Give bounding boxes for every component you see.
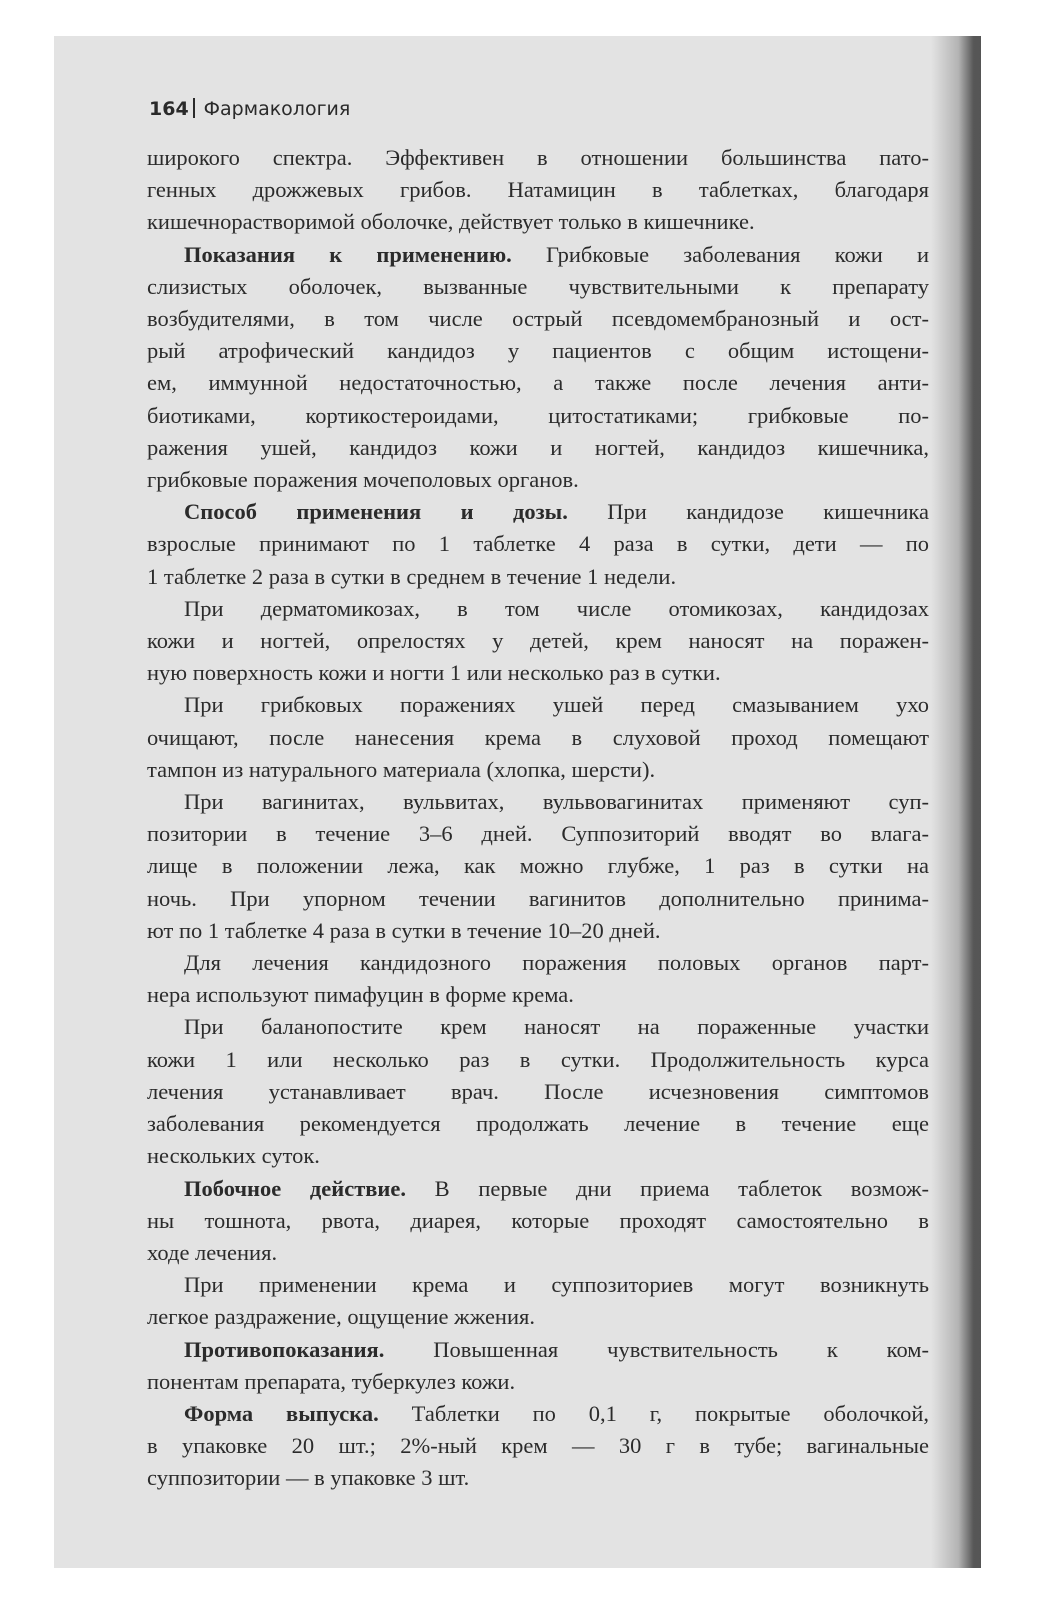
line-text: суппозитории — в упаковке 3 шт. bbox=[147, 1465, 470, 1491]
text-line bbox=[147, 1430, 929, 1462]
section-title: Фармакология bbox=[203, 98, 351, 120]
text-line bbox=[147, 400, 929, 432]
line-text: В первые дни приема таблеток возмож- bbox=[406, 1175, 930, 1201]
binding-shadow bbox=[931, 36, 981, 1568]
text-line bbox=[147, 271, 929, 303]
line-text: Повышенная чувствительность к ком- bbox=[384, 1336, 929, 1362]
text-line bbox=[147, 1108, 929, 1140]
text-line bbox=[147, 464, 929, 496]
line-text: слизистых оболочек, вызванные чувствительными к препарату bbox=[147, 273, 929, 299]
text-line bbox=[147, 1301, 929, 1333]
text-line bbox=[147, 786, 929, 818]
text-line bbox=[147, 947, 929, 979]
section-heading: Способ применения и дозы. bbox=[184, 499, 568, 525]
page-number: 164 bbox=[149, 98, 189, 120]
text-line bbox=[147, 1269, 929, 1301]
text-line bbox=[147, 1398, 929, 1430]
line-text: легкое раздражение, ощущение жжения. bbox=[147, 1304, 535, 1330]
text-line bbox=[147, 883, 929, 915]
text-line bbox=[147, 496, 929, 528]
line-text: тампон из натурального материала (хлопка, шерсти). bbox=[147, 756, 656, 782]
text-line bbox=[147, 142, 929, 174]
line-text: При грибковых поражениях ушей перед смазыванием ухо bbox=[184, 692, 929, 718]
text-line bbox=[147, 174, 929, 206]
text-line bbox=[147, 915, 929, 947]
text-line bbox=[147, 1076, 929, 1108]
text-line bbox=[147, 1237, 929, 1269]
line-text: При вагинитах, вульвитах, вульвовагинитах применяют суп- bbox=[184, 789, 929, 815]
text-line bbox=[147, 1044, 929, 1076]
section-heading: Побочное действие. bbox=[184, 1175, 407, 1201]
line-text: позитории в течение 3–6 дней. Суппозиторий вводят во влага- bbox=[147, 821, 929, 847]
line-text: При кандидозе кишечника bbox=[567, 499, 929, 525]
text-line bbox=[147, 1366, 929, 1398]
text-line bbox=[147, 625, 929, 657]
text-line bbox=[147, 689, 929, 721]
line-text: лище в положении лежа, как можно глубже, 1 раз в сутки на bbox=[147, 853, 929, 879]
text-line bbox=[147, 979, 929, 1011]
line-text: Грибковые заболевания кожи и bbox=[511, 241, 929, 267]
line-text: широкого спектра. Эффективен в отношении большинства пато- bbox=[147, 145, 929, 170]
line-text: лечения устанавливает врач. После исчезновения симптомов bbox=[147, 1078, 929, 1104]
text-line bbox=[147, 1140, 929, 1172]
line-text: ную поверхность кожи и ногти 1 или несколько раз в сутки. bbox=[147, 660, 721, 686]
text-line bbox=[147, 754, 929, 786]
text-line bbox=[147, 593, 929, 625]
text-line bbox=[147, 1011, 929, 1043]
line-text: кожи и ногтей, опрелостях у детей, крем наносят на поражен- bbox=[147, 628, 929, 654]
text-line bbox=[147, 818, 929, 850]
line-text: взрослые принимают по 1 таблетке 4 раза в сутки, дети — по bbox=[147, 531, 929, 557]
line-text: возбудителями, в том числе острый псевдомембранозный и ост- bbox=[147, 306, 929, 332]
line-text: кишечнорастворимой оболочке, действует только в кишечнике. bbox=[147, 209, 755, 235]
line-text: в упаковке 20 шт.; 2%-ный крем — 30 г в тубе; вагинальные bbox=[147, 1433, 929, 1459]
section-heading: Противопоказания. bbox=[184, 1336, 385, 1362]
text-line bbox=[147, 1173, 929, 1205]
text-line bbox=[147, 303, 929, 335]
text-line bbox=[147, 239, 929, 271]
line-text: понентам препарата, туберкулез кожи. bbox=[147, 1368, 516, 1394]
text-line bbox=[147, 335, 929, 367]
text-line bbox=[147, 367, 929, 399]
line-text: Таблетки по 0,1 г, покрытые оболочкой, bbox=[378, 1400, 929, 1426]
section-heading: Форма выпуска. bbox=[184, 1400, 379, 1426]
line-text: рый атрофический кандидоз у пациентов с общим истощени- bbox=[147, 338, 929, 364]
line-text: ны тошнота, рвота, диарея, которые проходят самостоятельно в bbox=[147, 1207, 929, 1233]
line-text: генных дрожжевых грибов. Натамицин в таблетках, благодаря bbox=[147, 177, 929, 203]
text-line bbox=[147, 657, 929, 689]
text-line bbox=[147, 1462, 929, 1494]
line-text: При применении крема и суппозиториев могут возникнуть bbox=[184, 1272, 929, 1298]
line-text: нескольких суток. bbox=[147, 1143, 320, 1169]
line-text: 1 таблетке 2 раза в сутки в среднем в течение 1 недели. bbox=[147, 563, 677, 589]
body-text bbox=[147, 142, 929, 1495]
line-text: При дерматомикозах, в том числе отомикозах, кандидозах bbox=[184, 595, 929, 621]
text-line bbox=[147, 850, 929, 882]
text-line bbox=[147, 561, 929, 593]
text-line bbox=[147, 1205, 929, 1237]
line-text: ем, иммунной недостаточностью, а также после лечения анти- bbox=[147, 370, 929, 396]
line-text: грибковые поражения мочеполовых органов. bbox=[147, 467, 579, 493]
line-text: Для лечения кандидозного поражения половых органов парт- bbox=[184, 950, 929, 976]
text-line bbox=[147, 432, 929, 464]
text-line bbox=[147, 722, 929, 754]
line-text: кожи 1 или несколько раз в сутки. Продолжительность курса bbox=[147, 1046, 929, 1072]
line-text: очищают, после нанесения крема в слуховой проход помещают bbox=[147, 724, 929, 750]
line-text: ходе лечения. bbox=[147, 1239, 278, 1265]
line-text: заболевания рекомендуется продолжать лечение в течение еще bbox=[147, 1111, 929, 1137]
text-line bbox=[147, 1334, 929, 1366]
text-line bbox=[147, 528, 929, 560]
header-separator bbox=[193, 98, 195, 118]
line-text: ражения ушей, кандидоз кожи и ногтей, кандидоз кишечника, bbox=[147, 434, 929, 460]
section-heading: Показания к применению. bbox=[184, 241, 512, 267]
line-text: ночь. При упорном течении вагинитов дополнительно принима- bbox=[147, 885, 929, 911]
line-text: нера используют пимафуцин в форме крема. bbox=[147, 982, 574, 1008]
line-text: биотиками, кортикостероидами, цитостатиками; грибковые по- bbox=[147, 402, 929, 428]
scanned-page bbox=[54, 36, 981, 1568]
line-text: При баланопостите крем наносят на пораженные участки bbox=[184, 1014, 929, 1040]
text-line bbox=[147, 206, 929, 238]
line-text: ют по 1 таблетке 4 раза в сутки в течение 10–20 дней. bbox=[147, 917, 661, 943]
running-header bbox=[149, 98, 350, 120]
